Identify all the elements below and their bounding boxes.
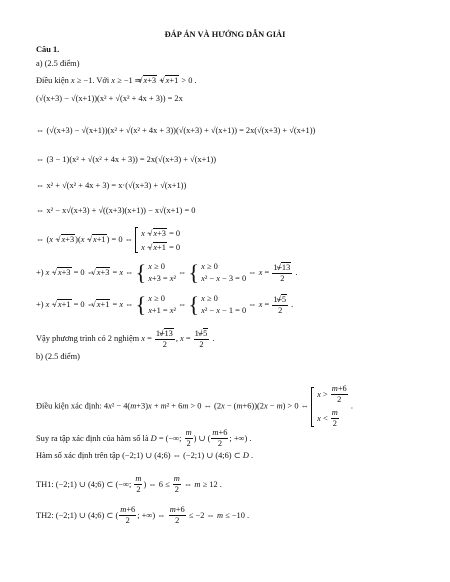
domain-set-line: Suy ra tập xác định của hàm số là D = (−∞; $\frac{m}{2}$ ) ∪ ( $\frac{m+6}{2}$ ; +∞) . (36, 428, 252, 449)
question-heading: Câu 1. (36, 45, 60, 54)
condition-line: Điều kiện x ≥ −1. Với x ≥ −1 ⇒ √ x+3 + √ x+1 > 0 . (36, 75, 197, 85)
equation-line-4: ⇔ x² + √(x² + 4x + 3) = x·(√(x+3) + √(x+1)) (36, 181, 187, 190)
conclusion-line: Vậy phương trình có 2 nghiệm x = $\frac{1+√ 13}{2}$ , x = $\frac{1+√ 5}{2}$ . (36, 328, 215, 350)
domain-condition-line: Điều kiện xác định: 4x² − 4(m+3)x + m² + 6m > 0 ⇔ (2x − (m+6))(2x − m) > 0 ⇔ x > $\frac{m+6}{2}$ x < $\frac{m}{2}$ . (36, 384, 353, 429)
page-title: ĐÁP ÁN VÀ HƯỚNG DẪN GIẢI (164, 30, 286, 39)
case-th1-line: TH1: (−2;1) ∪ (4;6) ⊂ (−∞; $\frac{m}{2}$ ) ⇔ 6 ≤ $\frac{m}{2}$ ⇔ m ≥ 12 . (36, 474, 222, 495)
case-1-line: +) x − √ x+3 = 0 ⇔ √ x+3 = x ⇔ { x ≥ 0 x+3 = x² ⇔ { x ≥ 0 x² − x − 3 = 0 ⇔ x = $\frac{1+√ 13}{2}$ . (36, 262, 297, 284)
part-b-label: b) (2.5 điểm) (36, 352, 80, 361)
equation-line-5: ⇔ x² − x√(x+3) + √((x+3)(x+1)) − x√(x+1) = 0 (36, 206, 196, 215)
part-a-label: a) (2.5 điểm) (36, 59, 80, 68)
equation-line-1: (√(x+3) − √(x+1))(x² + √(x² + 4x + 3)) = 2x (36, 94, 183, 103)
equation-line-3: ⇔ (3 − 1)(x² + √(x² + 4x + 3)) = 2x(√(x+3) + √(x+1)) (36, 155, 217, 164)
equation-line-2: ⇔ (√(x+3) − √(x+1))(x² + √(x² + 4x + 3))(√(x+3) + √(x+1)) = 2x(√(x+3) + √(x+1)) (36, 126, 316, 135)
case-2-line: +) x − √ x+1 = 0 ⇔ √ x+1 = x ⇔ { x ≥ 0 x+1 = x² ⇔ { x ≥ 0 x² − x − 1 = 0 ⇔ x = $\frac{1+√ 5}{2}$ . (36, 294, 293, 316)
factor-line: ⇔ (x − √ x+3)(x − √ x+1) = 0 ⇔ x − √ x+3 = 0 x − √ x+1 = 0 (36, 227, 180, 253)
defined-set-line: Hàm số xác định trên tập (−2;1) ∪ (4;6) ⇔ (−2;1) ∪ (4;6) ⊂ D . (36, 451, 254, 460)
case-th2-line: TH2: (−2;1) ∪ (4;6) ⊂ ( $\frac{m+6}{2}$ ; +∞) ⇔ $\frac{m+6}{2}$ ≤ −2 ⇔ m ≤ −10 . (36, 505, 250, 526)
